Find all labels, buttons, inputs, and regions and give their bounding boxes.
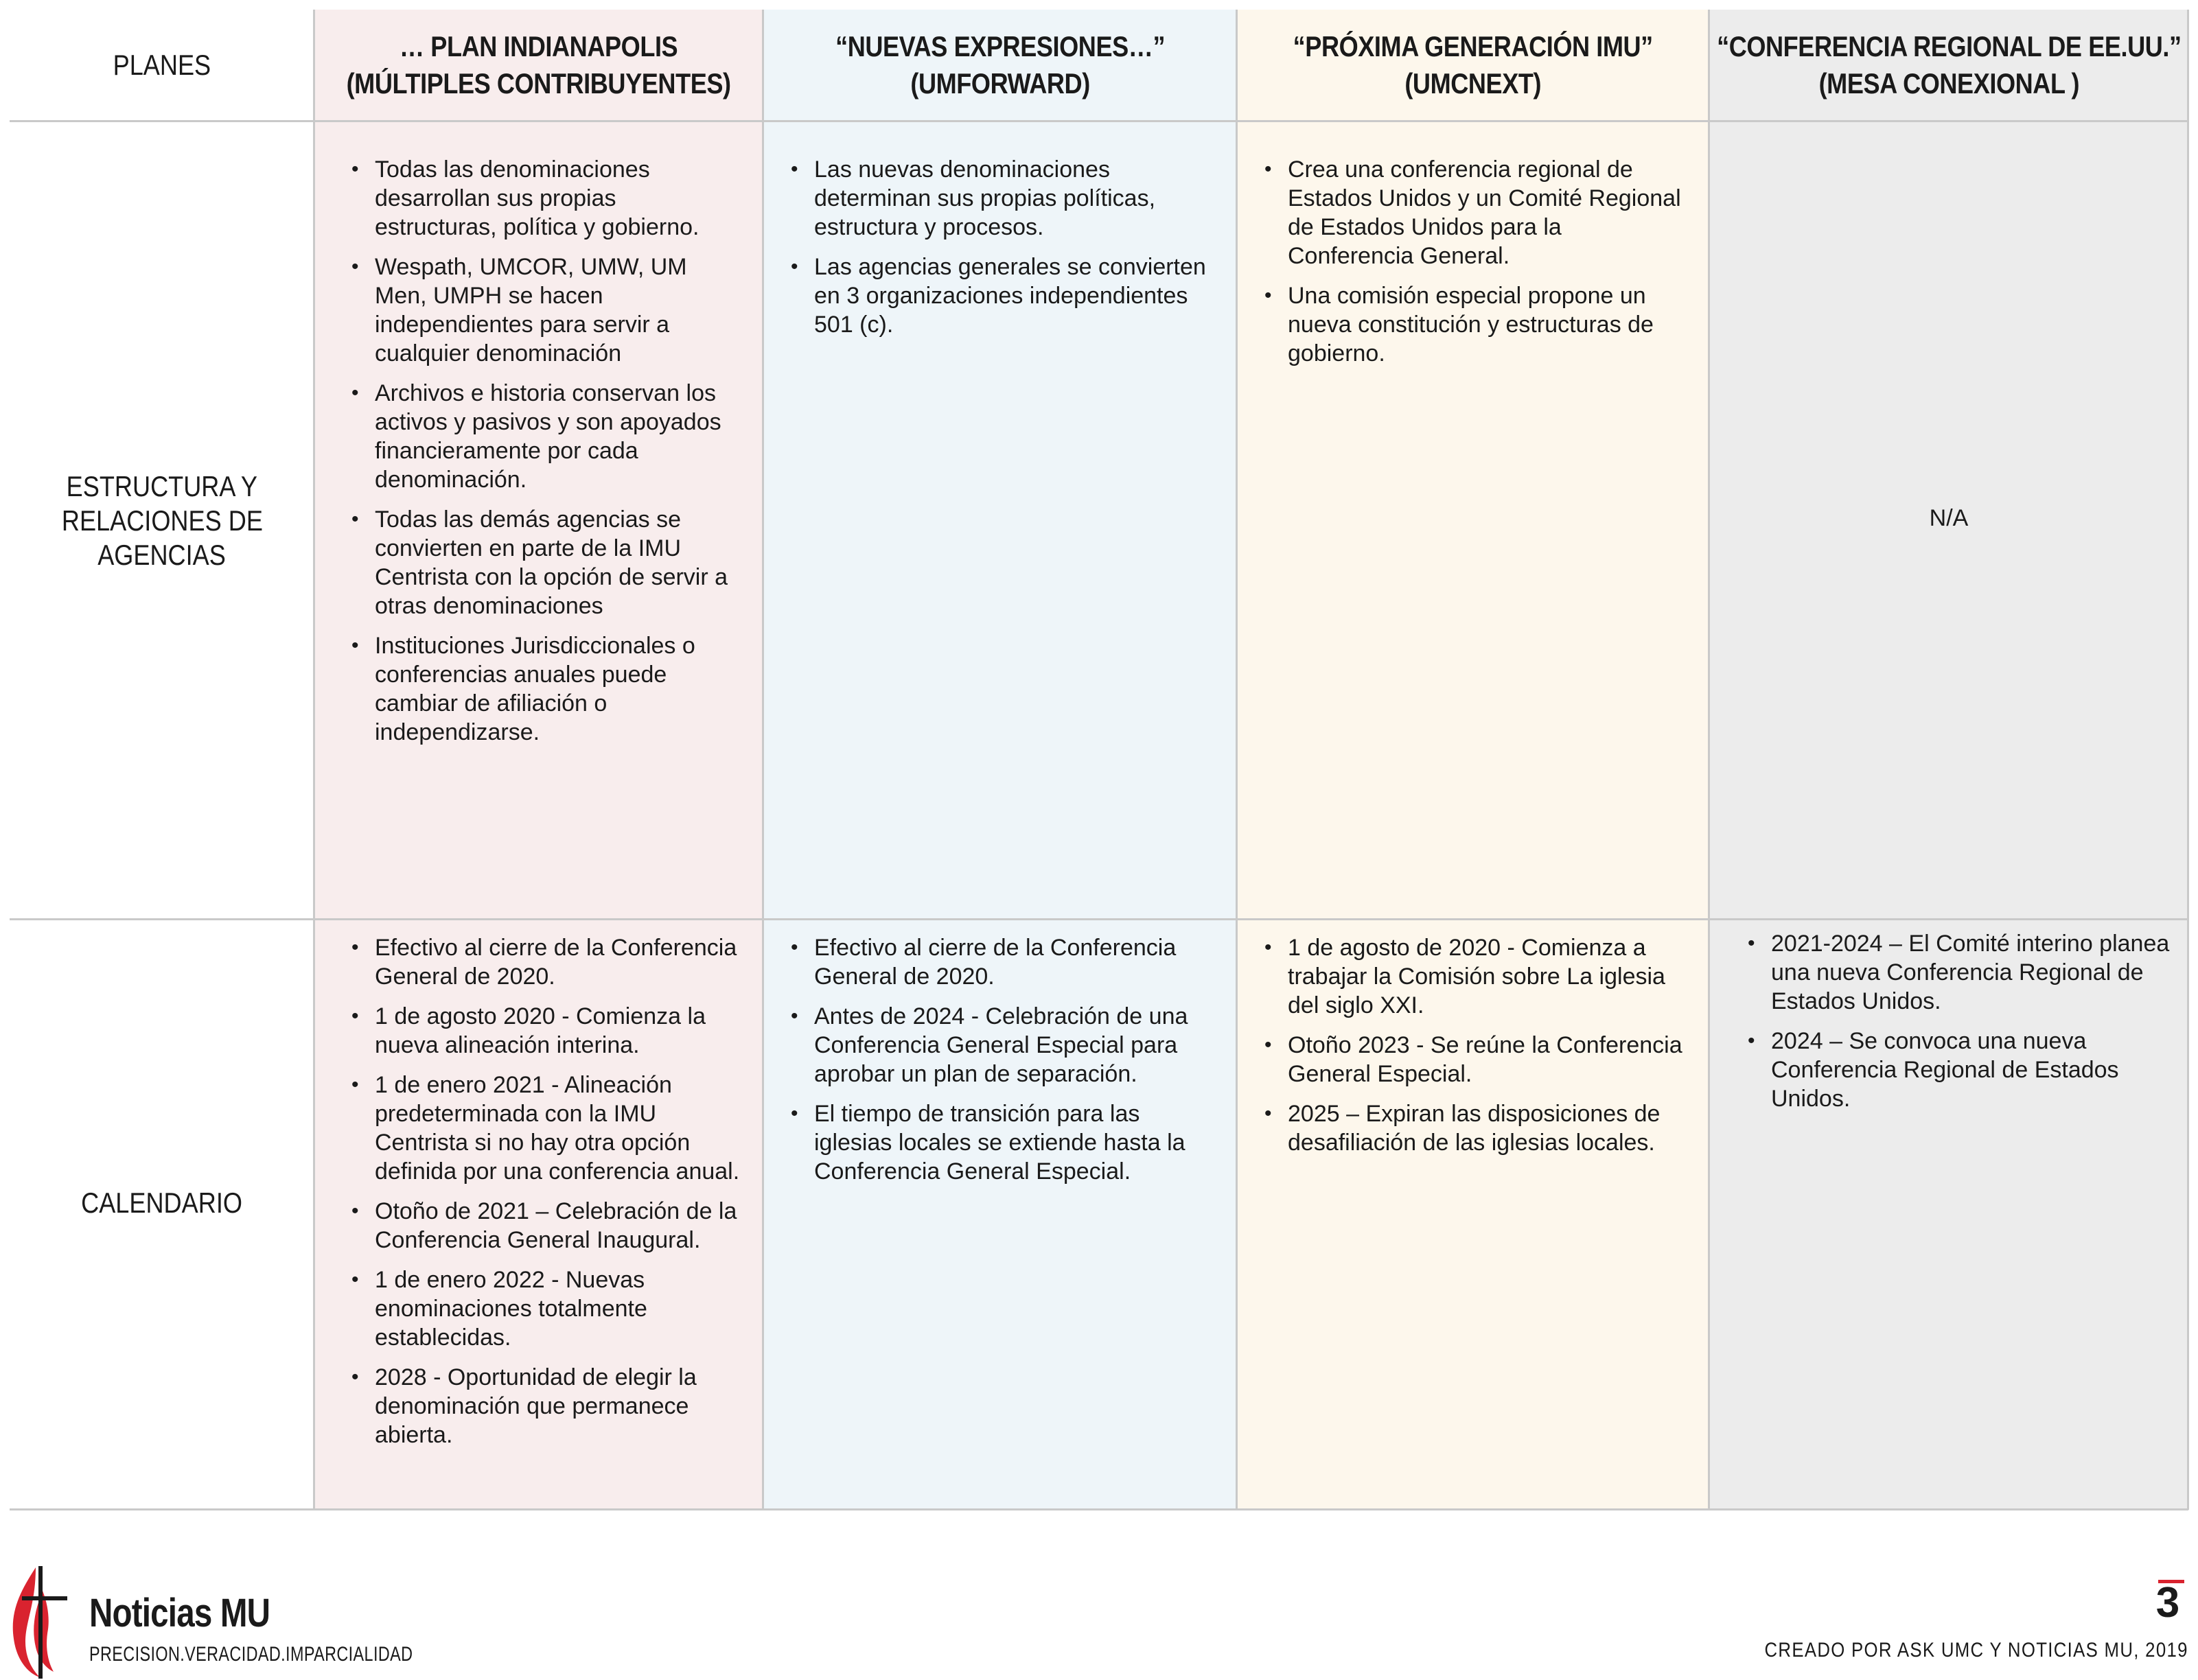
bullet-list xyxy=(1264,933,1690,1157)
header-title-line1: “PRÓXIMA GENERACIÓN IMU” xyxy=(1293,30,1654,62)
list-item: • Efectivo al cierre de la Conferencia General de 2020. xyxy=(351,933,743,991)
list-item: • Wespath, UMCOR, UMW, UM Men, UMPH se hacen independientes para servir a cualquier denominación xyxy=(351,253,743,368)
credit-line xyxy=(1696,1639,2188,1662)
cell-estructura-conferencia-regional: N/A xyxy=(1929,505,1969,531)
header-conferencia-regional xyxy=(1709,10,2188,121)
list-item: • 2025 – Expiran las disposiciones de desafiliación de las iglesias locales. xyxy=(1264,1099,1690,1157)
row-label-line: ESTRUCTURA Y xyxy=(66,470,258,502)
list-item: • Todas las denominaciones desarrollan sus propias estructuras, política y gobierno. xyxy=(351,155,743,242)
list-item: • El tiempo de transición para las iglesias locales se extiende hasta la Conferencia General Especial. xyxy=(791,1099,1216,1186)
list-item: • 1 de enero 2021 - Alineación predeterminada con la IMU Centrista si no hay otra opción definida por una conferencia anual. xyxy=(351,1071,743,1186)
header-title-line1: “NUEVAS EXPRESIONES…” xyxy=(835,30,1166,62)
list-item: • Efectivo al cierre de la Conferencia General de 2020. xyxy=(791,933,1216,991)
header-nuevas-expresiones xyxy=(763,10,1237,121)
header-title-line1: “CONFERENCIA REGIONAL DE EE.UU.” xyxy=(1716,30,2182,62)
list-item: • Otoño 2023 - Se reúne la Conferencia General Especial. xyxy=(1264,1031,1690,1088)
column-bg-conferencia-regional xyxy=(1709,10,2188,1510)
cell-estructura-indianapolis xyxy=(351,155,743,758)
list-item: • Archivos e historia conservan los activos y pasivos y son apoyados financieramente por cada denominación. xyxy=(351,379,743,494)
row-label-line: AGENCIAS xyxy=(97,539,227,571)
header-plan-indianapolis xyxy=(314,10,763,121)
brand-tagline-text: PRECISION.VERACIDAD.IMPARCIALIDAD xyxy=(89,1643,413,1666)
header-title-line2: (UMFORWARD) xyxy=(910,67,1090,100)
list-item: • 1 de enero 2022 - Nuevas enominaciones totalmente establecidas. xyxy=(351,1265,743,1352)
header-proxima-generacion xyxy=(1237,10,1709,121)
cell-calendario-proxima-generacion xyxy=(1264,933,1690,1168)
credit-text: CREADO POR ASK UMC Y NOTICIAS MU, 2019 xyxy=(1764,1639,2188,1661)
row-label-calendario xyxy=(10,1186,314,1220)
cell-calendario-nuevas-expresiones xyxy=(791,933,1216,1197)
cell-estructura-proxima-generacion xyxy=(1264,155,1690,379)
header-planes-label: PLANES xyxy=(113,49,211,81)
list-item: • Instituciones Jurisdiccionales o conferencias anuales puede cambiar de afiliación o independizarse. xyxy=(351,631,743,747)
brand-name xyxy=(89,1591,310,1636)
bullet-list xyxy=(791,933,1216,1186)
cross-and-flame-icon xyxy=(8,1563,70,1680)
column-divider xyxy=(1236,10,1238,1510)
column-divider xyxy=(1708,10,1710,1510)
column-divider xyxy=(762,10,764,1510)
list-item: • 1 de agosto de 2020 - Comienza a trabajar la Comisión sobre La iglesia del siglo XXI. xyxy=(1264,933,1690,1020)
header-title-line2: (MÚLTIPLES CONTRIBUYENTES) xyxy=(346,67,732,100)
column-divider xyxy=(2187,10,2189,1510)
bullet-list xyxy=(351,933,743,1449)
row-label-line: RELACIONES DE xyxy=(61,504,263,537)
bullet-list xyxy=(1748,929,2173,1113)
bullet-list xyxy=(351,155,743,747)
list-item: • Las nuevas denominaciones determinan sus propias políticas, estructura y procesos. xyxy=(791,155,1216,242)
header-title-line2: (UMCNEXT) xyxy=(1404,67,1542,100)
list-item: • Las agencias generales se convierten en 3 organizaciones independientes 501 (c). xyxy=(791,253,1216,339)
column-divider xyxy=(313,10,315,1510)
list-item: • 2021-2024 – El Comité interino planea una nueva Conferencia Regional de Estados Unidos. xyxy=(1748,929,2173,1016)
row-label-line: CALENDARIO xyxy=(81,1187,243,1219)
header-title-line2: (MESA CONEXIONAL ) xyxy=(1818,67,2079,100)
list-item: • Todas las demás agencias se convierten en parte de la IMU Centrista con la opción de servir a otras denominaciones xyxy=(351,505,743,620)
list-item: • Crea una conferencia regional de Estados Unidos y un Comité Regional de Estados Unidos para la Conferencia General. xyxy=(1264,155,1690,270)
brand-tagline xyxy=(89,1643,504,1666)
row-label-estructura xyxy=(10,469,314,572)
list-item: • Otoño de 2021 – Celebración de la Conferencia General Inaugural. xyxy=(351,1197,743,1255)
row-divider xyxy=(10,1508,2188,1510)
list-item: • Antes de 2024 - Celebración de una Conferencia General Especial para aprobar un plan de separación. xyxy=(791,1002,1216,1088)
bullet-list xyxy=(1264,155,1690,368)
header-title-line1: … PLAN INDIANAPOLIS xyxy=(400,30,678,62)
bullet-list xyxy=(791,155,1216,339)
page-number: 3 xyxy=(2155,1579,2180,1626)
cell-calendario-conferencia-regional xyxy=(1748,929,2173,1124)
brand-name-text: Noticias MU xyxy=(89,1591,270,1635)
header-planes xyxy=(10,10,314,121)
list-item: • 1 de agosto 2020 - Comienza la nueva alineación interina. xyxy=(351,1002,743,1060)
cell-estructura-nuevas-expresiones xyxy=(791,155,1216,350)
list-item: • 2024 – Se convoca una nueva Conferencia Regional de Estados Unidos. xyxy=(1748,1027,2173,1113)
list-item: • Una comisión especial propone un nueva constitución y estructuras de gobierno. xyxy=(1264,281,1690,368)
list-item: • 2028 - Oportunidad de elegir la denominación que permanece abierta. xyxy=(351,1363,743,1449)
row-divider xyxy=(10,918,2188,920)
cell-calendario-indianapolis xyxy=(351,933,743,1460)
